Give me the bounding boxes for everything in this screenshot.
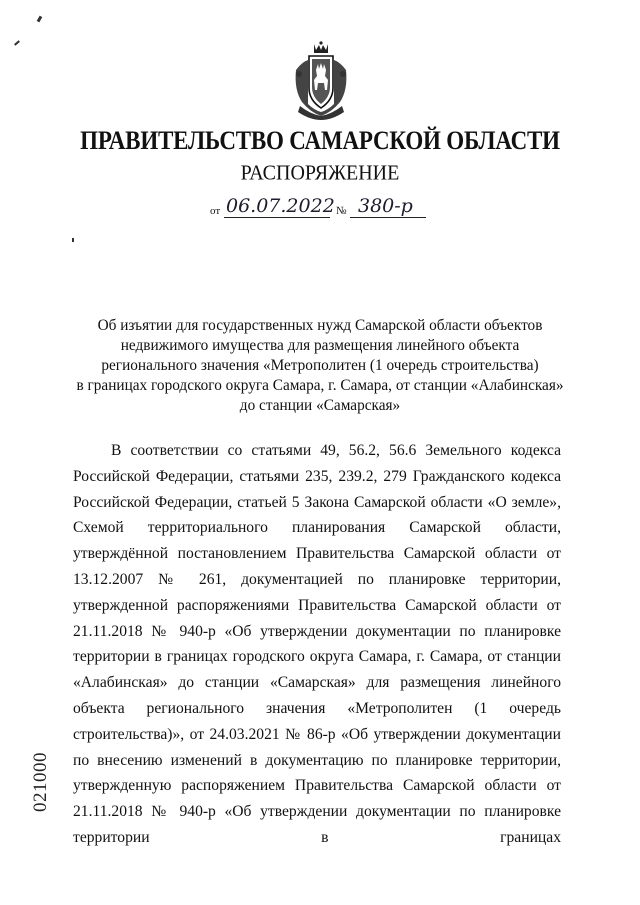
serial-number: 021000 <box>30 752 51 812</box>
subject-line: до станции «Самарская» <box>239 397 401 414</box>
scan-mark <box>37 16 43 23</box>
date-underline <box>224 217 330 218</box>
subject-line: Об изъятии для государственных нужд Самарской области объектов <box>97 317 543 334</box>
coat-of-arms-icon <box>290 40 352 120</box>
date-number-row <box>210 196 450 220</box>
subject-line: недвижимого имущества для размещения линейного объекта <box>120 337 520 354</box>
body-paragraph: В соответствии со статьями 49, 56.2, 56.6 Земельного кодекса Российской Федерации, статьями 235, 239.2, 279 Гражданского кодекса Российской Федерации, статьей 5 Закона Самарской области «О земле», Схемой территориального планирования Самарской области, утверждённой постановлением Правительства Самарской области от 13.12.2007 № 261, документацией по планировке территории, утвержденной распоряжениями Правительства Самарской области от 21.11.2018 № 940-р «Об утверждении документации по планировке территории в границах городского округа Самара, г. Самара, от станции «Алабинская» до станции «Самарская» для размещения линейного объекта регионального значения «Метрополитен (1 очередь строительства)», от 24.03.2021 № 86-р «Об утверждении документации по внесению изменений в документацию по планировке территории, утвержденную распоряжением Правительства Самарской области от 21.11.2018 № 940-р «Об утверждении документации по планировке территории в границах <box>73 442 561 846</box>
document-subject <box>0 316 640 416</box>
date-prefix: от <box>210 205 221 217</box>
subject-line: в границах городского округа Самара, г. Самара, от станции «Алабинская» <box>76 377 564 394</box>
authority-title: ПРАВИТЕЛЬСТВО САМАРСКОЙ ОБЛАСТИ <box>80 126 560 155</box>
number-value: 380-р <box>358 195 413 217</box>
subject-line: регионального значения «Метрополитен (1 очередь строительства) <box>101 357 539 374</box>
number-prefix: № <box>336 205 347 217</box>
number-underline <box>350 217 426 218</box>
scan-mark <box>14 40 20 45</box>
date-value: 06.07.2022 <box>226 195 335 217</box>
scan-mark <box>72 238 74 242</box>
document-type: РАСПОРЯЖЕНИЕ <box>240 161 400 185</box>
